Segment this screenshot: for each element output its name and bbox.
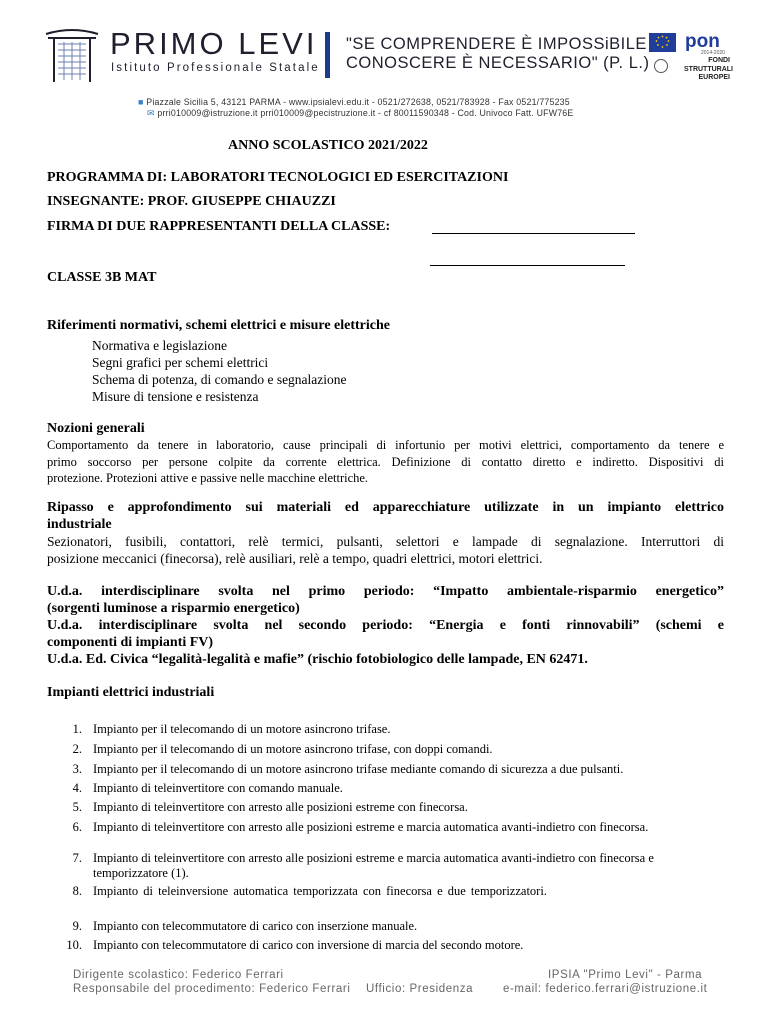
footer-ipsia: IPSIA "Primo Levi" - Parma [548,969,703,981]
section-normativi-title: Riferimenti normativi, schemi elettrici e misure elettriche [47,318,390,333]
list-number: 7. [72,851,82,865]
school-logo-icon [44,28,100,84]
eu-flag-icon [649,33,676,52]
footer-responsabile: Responsabile del procedimento: Federico Ferrari [73,983,351,995]
section-nozioni-title: Nozioni generali [47,421,145,436]
pon-years: 2014-2020 [701,50,725,56]
list-number: 10. [66,938,82,952]
contact-line-2-text: prri010009@istruzione.it prri010009@pecistruzione.it - cf 80011590348 - Cod. Univoco Fatt. UFW76E [157,108,574,118]
list-item: Impianto di teleinvertitore con comando manuale. [93,781,343,795]
pon-label: pon [685,31,720,52]
signature-line-2 [430,265,625,266]
list-item: Impianto di teleinvertitore con arresto alle posizioni estreme e marcia automatica avanti-indietro con finecorsa. [93,820,649,834]
mail-icon: ✉ [147,108,155,118]
uda-1-line-2: (sorgenti luminose a risparmio energetico) [47,601,300,616]
list-item: Impianto di teleinversione automatica temporizzata con finecorsa e due temporizzatori. [93,884,547,898]
section-ripasso-title-1: Ripasso e approfondimento sui materiali ed apparecchiature utilizzate in un impianto elettrico [47,500,724,515]
normativi-item-2: Segni grafici per schemi elettrici [92,355,269,370]
insegnante-heading: INSEGNANTE: PROF. GIUSEPPE CHIAUZZI [47,194,336,209]
uda-2-line-1: U.d.a. interdisciplinare svolta nel secondo periodo: “Energia e fonti rinnovabili” (schemi e [47,618,724,633]
list-item: Impianto di teleinvertitore con arresto alle posizioni estreme e marcia automatica avanti-indietro con finecorsa e temporizzatore (1). [93,851,654,880]
contact-line-1-text: Piazzale Sicilia 5, 43121 PARMA - www.ipsialevi.edu.it - 0521/272638, 0521/783928 - Fax 0521/775235 [146,97,570,107]
programma-heading: PROGRAMMA DI: LABORATORI TECNOLOGICI ED ESERCITAZIONI [47,170,509,185]
nozioni-line-3: protezione. Protezioni attive e passive nelle macchine elettriche. [47,471,369,485]
normativi-item-1: Normativa e legislazione [92,338,227,353]
normativi-item-4: Misure di tensione e resistenza [92,389,259,404]
footer-dirigente: Dirigente scolastico: Federico Ferrari [73,969,284,981]
list-number: 5. [72,800,82,814]
fondi-line-2: STRUTTURALI [684,65,733,73]
footer-ufficio: Ufficio: Presidenza [366,983,474,995]
list-item: Impianto per il telecomando di un motore asincrono trifase mediante comando di sicurezza a due pulsanti. [93,762,624,776]
nozioni-line-2: primo soccorso per persone colpite da corrente elettrica. Definizione di contatto diretto e indiretto. Dispositivi di [47,455,724,469]
ripasso-line-2: posizione meccanici (finecorsa), relè ausiliari, relè a tempo, quadri elettrici, motori elettrici. [47,551,543,566]
list-item: Impianto con telecommutatore di carico con inversione di marcia del secondo motore. [93,938,524,952]
normativi-item-3: Schema di potenza, di comando e segnalazione [92,372,347,387]
list-number: 4. [72,781,82,795]
uda-2-line-2: componenti di impianti FV) [47,635,214,650]
signature-line-1 [432,233,635,234]
fondi-strutturali-label [684,57,733,83]
firma-heading: FIRMA DI DUE RAPPRESENTANTI DELLA CLASSE: [47,219,391,234]
contact-line-1 [138,97,570,107]
motto-line-1: "SE COMPRENDERE È IMPOSSiBILE [346,35,647,53]
motto-line-2: CONOSCERE È NECESSARIO" (P. L.) [346,54,650,72]
section-impianti-title: Impianti elettrici industriali [47,685,215,700]
list-number: 6. [72,820,82,834]
list-item: Impianto di teleinvertitore con arresto alle posizioni estreme con finecorsa. [93,800,468,814]
footer-email: e-mail: federico.ferrari@istruzione.it [503,983,708,995]
list-number: 9. [72,919,82,933]
contact-line-2 [147,108,573,119]
brand-subtitle: Istituto Professionale Statale [111,62,320,74]
fondi-line-1: FONDI [708,57,730,64]
ripasso-line-1: Sezionatori, fusibili, contattori, relè termici, pulsanti, selettori e lampade di segnalazione. Interruttori di [47,534,724,549]
list-item: Impianto per il telecomando di un motore asincrono trifase, con doppi comandi. [93,742,493,756]
list-item: Impianto con telecommutatore di carico con inserzione manuale. [93,919,418,933]
list-number: 8. [72,884,82,898]
classe-heading: CLASSE 3B MAT [47,270,157,285]
uda-1-line-1: U.d.a. interdisciplinare svolta nel primo periodo: “Impatto ambientale-risparmio energetico” [47,584,724,599]
list-number: 3. [72,762,82,776]
brand-divider [325,32,330,78]
brand-name: PRIMO LEVI [110,26,318,61]
school-year: ANNO SCOLASTICO 2021/2022 [228,138,428,153]
fondi-line-3: EUROPEI [698,74,730,81]
list-number: 1. [72,722,82,736]
list-item: Impianto per il telecomando di un motore asincrono trifase. [93,722,391,736]
republic-emblem-icon [654,59,668,73]
nozioni-line-1: Comportamento da tenere in laboratorio, cause principali di infortunio per motivi elettrici, comportamento da tenere e [47,438,724,452]
location-icon: ■ [138,97,144,107]
uda-3: U.d.a. Ed. Civica “legalità-legalità e mafie” (rischio fotobiologico delle lampade, EN 62471. [47,652,588,667]
list-number: 2. [72,742,82,756]
section-ripasso-title-2: industriale [47,517,112,532]
